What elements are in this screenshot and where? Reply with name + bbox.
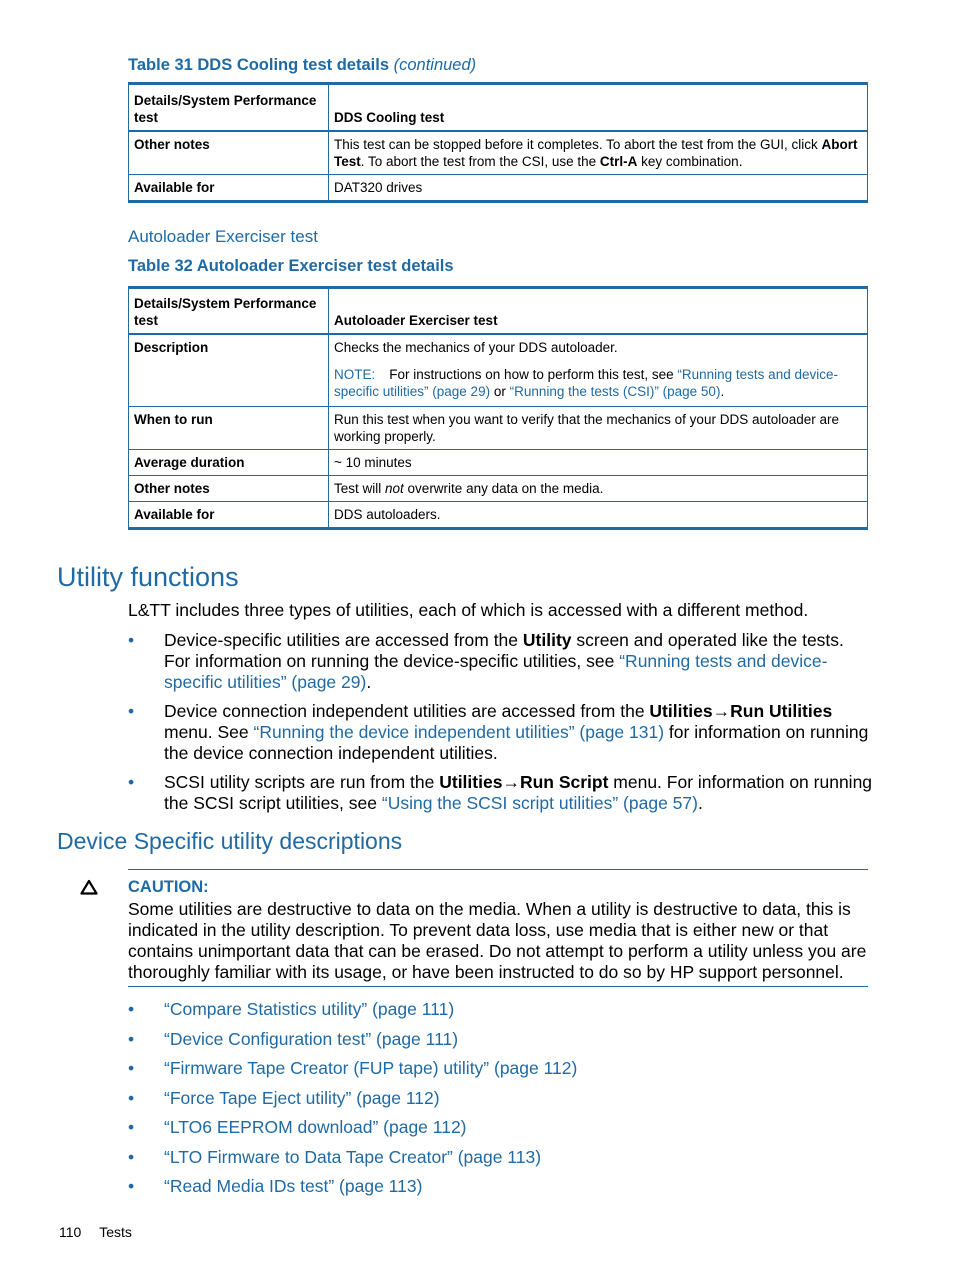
table31-caption: Table 31 DDS Cooling test details (continued)	[128, 56, 477, 74]
header-cell: Details/System Performance test	[129, 288, 329, 335]
row-value: This test can be stopped before it completes. To abort the test from the GUI, click Abort Test. To abort the test from the CSI, use the Ctrl-A key combination.	[329, 131, 868, 175]
table32	[128, 286, 868, 530]
note-link-running-csi[interactable]: “Running the tests (CSI)” (page 50)	[509, 384, 721, 399]
header-cell: Autoloader Exerciser test	[329, 288, 868, 335]
link-device-independent-utilities[interactable]: “Running the device independent utilities” (page 131)	[253, 722, 665, 742]
table-header-row	[129, 84, 868, 132]
utility-links-list	[128, 999, 873, 1206]
link-force-tape-eject[interactable]: “Force Tape Eject utility” (page 112)	[164, 1087, 440, 1108]
utility-functions-heading: Utility functions	[57, 562, 239, 592]
bullet-icon: •	[128, 1087, 135, 1108]
link-scsi-script-utilities[interactable]: “Using the SCSI script utilities” (page 57)	[381, 793, 698, 813]
list-item	[128, 1029, 873, 1050]
bullet-icon: •	[128, 630, 135, 650]
row-value: DAT320 drives	[329, 175, 868, 202]
row-key: Available for	[129, 502, 329, 529]
link-running-tests-device-specific[interactable]: “Running tests and device-specific utilities” (page 29)	[164, 651, 828, 692]
bullet-icon: •	[128, 1058, 135, 1078]
row-key: Description	[129, 334, 329, 407]
link-lto-firmware-data-tape[interactable]: “LTO Firmware to Data Tape Creator” (page 113)	[164, 1146, 542, 1167]
page-number: 110	[59, 1224, 82, 1240]
row-key: Average duration	[129, 450, 329, 476]
row-key: Other notes	[129, 131, 329, 175]
table-row	[129, 450, 868, 476]
note-label: NOTE:	[334, 367, 376, 382]
bullet-icon: •	[128, 1176, 135, 1196]
list-item	[128, 1088, 873, 1109]
row-key: Other notes	[129, 476, 329, 502]
link-read-media-ids[interactable]: “Read Media IDs test” (page 113)	[164, 1176, 423, 1196]
list-item	[128, 1117, 873, 1138]
bullet-icon: •	[128, 999, 135, 1019]
bullet-icon: •	[128, 1028, 135, 1049]
link-lto6-eeprom[interactable]: “LTO6 EEPROM download” (page 112)	[164, 1117, 467, 1137]
row-value: DDS autoloaders.	[329, 502, 868, 529]
device-specific-heading: Device Specific utility descriptions	[57, 828, 403, 854]
row-key: Available for	[129, 175, 329, 202]
bullet-icon: •	[128, 1117, 135, 1137]
utility-intro: L&TT includes three types of utilities, each of which is accessed with a different method.	[128, 600, 809, 620]
bullet-icon: •	[128, 1146, 135, 1167]
link-compare-statistics[interactable]: “Compare Statistics utility” (page 111)	[164, 999, 455, 1019]
utility-bullets	[128, 630, 873, 814]
table32-caption: Table 32 Autoloader Exerciser test details	[128, 257, 454, 275]
link-device-configuration[interactable]: “Device Configuration test” (page 111)	[164, 1028, 459, 1049]
divider	[128, 986, 868, 987]
table-row	[129, 502, 868, 529]
header-cell: DDS Cooling test	[329, 84, 868, 132]
caution-label: CAUTION:	[128, 878, 209, 896]
table-row	[129, 175, 868, 202]
divider	[128, 869, 868, 870]
table-row	[129, 131, 868, 175]
bullet-icon: •	[128, 772, 135, 792]
list-item	[128, 999, 873, 1020]
table-row	[129, 407, 868, 450]
note: NOTE: For instructions on how to perform this test, see “Running tests and device-specific utilities” (page 29) or “Running the tests (CSI)” (page 50).	[334, 367, 838, 399]
row-value: Run this test when you want to verify that the mechanics of your DDS autoloader are working properly.	[329, 407, 868, 450]
table-header-row	[129, 288, 868, 335]
list-item: • Device connection independent utilities are accessed from the Utilities→Run Utilities menu. See “Running the device independent utilities” (page 131) for information on running the device connection independent utilities.	[128, 701, 869, 763]
bullet-icon: •	[128, 701, 135, 721]
autoloader-section-link[interactable]: Autoloader Exerciser test	[128, 227, 318, 246]
list-item: • SCSI utility scripts are run from the Utilities→Run Script menu. For information on running the SCSI script utilities, see “Using the SCSI script utilities” (page 57).	[128, 772, 873, 813]
caution-icon	[80, 879, 98, 895]
row-value: Test will not overwrite any data on the media.	[329, 476, 868, 502]
row-value: Checks the mechanics of your DDS autoloader. NOTE: For instructions on how to perform this test, see “Running tests and device-specific utilities” (page 29) or “Running the tests (CSI)” (page 50).	[329, 334, 868, 407]
caution-text: Some utilities are destructive to data on the media. When a utility is destructive to data, this is indicated in the utility description. To prevent data loss, use media that is either new or that contains unimportant data that can be erased. Do not attempt to perform a utility unless you are thoroughly familiar with its usage, or have been instructed to do so by HP support personnel.	[128, 899, 867, 982]
row-key: When to run	[129, 407, 329, 450]
footer-section: Tests	[99, 1224, 132, 1240]
link-firmware-tape-creator[interactable]: “Firmware Tape Creator (FUP tape) utility” (page 112)	[164, 1058, 578, 1078]
table-row	[129, 334, 868, 407]
page-footer	[59, 1224, 132, 1240]
list-item	[128, 1058, 873, 1079]
table-row	[129, 476, 868, 502]
note-link-running-tests[interactable]: “Running tests and device-specific utilities” (page 29)	[334, 367, 838, 399]
table31	[128, 82, 868, 203]
list-item: • Device-specific utilities are accessed from the Utility screen and operated like the tests. For information on running the device-specific utilities, see “Running tests and device-specific utilities” (page 29).	[128, 630, 844, 692]
list-item	[128, 1176, 873, 1197]
header-cell: Details/System Performance test	[129, 84, 329, 132]
row-value: ~ 10 minutes	[329, 450, 868, 476]
list-item	[128, 1147, 873, 1168]
